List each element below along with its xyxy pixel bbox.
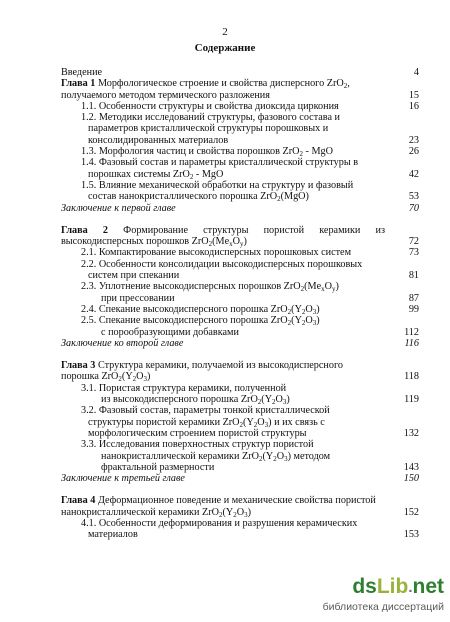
- toc-entry-1-2: 1.2. Методики исследований структуры, фазового состава и параметров кристаллической структуры порошковых и консолидированных материалов 23: [81, 112, 419, 146]
- page-number: 2: [222, 26, 228, 38]
- page-title: Содержание: [194, 42, 256, 54]
- toc-entry-2-2: 2.2. Особенности консолидации высокодисперсных порошковых систем при спекании 81: [81, 258, 419, 282]
- toc-chapter-4: Глава 4 Деформационное поведение и механические свойства пористой нанокристаллической керамики $ZrO_2(Y_2O_3)$ 152: [61, 495, 419, 519]
- toc-entry-1-3: 1.3. Морфология частиц и свойства порошков ZrO$_2$ - MgO 26: [81, 146, 419, 159]
- watermark-subtitle: библиотека диссертаций: [322, 601, 444, 613]
- dslib-logo: ds Lib . net: [352, 575, 444, 598]
- toc-entry-1-5: 1.5. Влияние механической обработки на структуру и фазовый состав нанокристаллического порошка ZrO$_2$(MgO) 53: [81, 179, 419, 204]
- table-of-contents: [61, 67, 419, 541]
- toc-entry-1-1: 1.1. Особенности структуры и свойства диоксида циркония 16: [81, 100, 419, 112]
- toc-conclusion-2: Заключение ко второй главе 116: [61, 337, 419, 349]
- toc-chapter-2: Глава 2 Формирование структуры пористой керамики из высокодисперсных порошков $ZrO_2(Me_xO_y)$ 72: [61, 224, 419, 249]
- page-ref: 152: [403, 506, 419, 518]
- toc-entry-3-2: 3.2. Фазовый состав, параметры тонкой кристаллической структуры пористой керамики $ZrO_2(Y_2O_3)$ и их связь с морфологическим строением пористой структуры 132: [81, 405, 419, 439]
- page-ref: 72: [408, 236, 419, 248]
- chapter-label: Глава 1: [61, 78, 96, 90]
- toc-entry-2-4: 2.4. Спекание высокодисперсного порошка $ZrO_2(Y_2O_3)$ 99: [81, 303, 419, 316]
- toc-entry-1-4: 1.4. Фазовый состав и параметры кристаллической структуры в порошках системы ZrO$_2$ - MgO 42: [81, 157, 419, 181]
- toc-conclusion-3: Заключение к третьей главе 150: [61, 473, 419, 485]
- page-ref: 118: [404, 371, 419, 383]
- toc-chapter-3: Глава 3 Структура керамики, получаемой из высокодисперсного порошка $ZrO_2(Y_2O_3)$ 118: [61, 360, 419, 384]
- toc-entry-2-1: 2.1. Компактирование высокодисперсных порошковых систем 73: [81, 247, 419, 259]
- toc-conclusion-1: Заключение к первой главе 70: [61, 202, 419, 214]
- chapter-label: Глава 3: [61, 360, 96, 372]
- chapter-label: Глава 4: [61, 495, 96, 507]
- toc-entry-2-5: 2.5. Спекание высокодисперсного порошка $ZrO_2(Y_2O_3)$ с порообразующими добавками 112: [81, 315, 419, 338]
- chapter-label: Глава 2: [61, 224, 108, 236]
- toc-entry-2-3: 2.3. Уплотнение высокодисперсных порошков $ZrO_2(Me_xO_y)$ при прессовании 87: [81, 281, 419, 304]
- toc-chapter-1: Глава 1 Морфологическое строение и свойства дисперсного ZrO$_2$, получаемого методом термического разложения 15: [61, 78, 419, 101]
- dslib-watermark: [316, 574, 444, 618]
- page-ref: 15: [408, 89, 419, 101]
- toc-entry-3-3: 3.3. Исследования поверхностных структур пористой нанокристаллической керамики $ZrO_2(Y_2O_3)$ методом фрактальной размерности 143: [81, 439, 419, 473]
- toc-entry-introduction: Введение 4: [61, 67, 419, 78]
- toc-entry-4-1: 4.1. Особенности деформирования и разрушения керамических материалов 153: [81, 517, 419, 541]
- toc-entry-3-1: 3.1. Пористая структура керамики, полученной из высокодисперсного порошка $ZrO_2(Y_2O_3)$ 119: [81, 382, 419, 407]
